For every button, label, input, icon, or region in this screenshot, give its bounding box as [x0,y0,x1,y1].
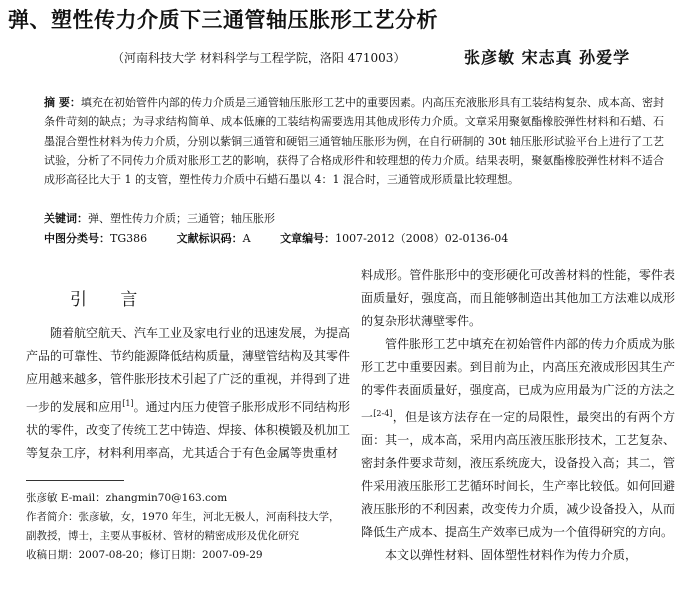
footnote-received: 收稿日期：2007-08-20；修订日期：2007-09-29 [26,549,263,561]
doc-code-label: 文献标识码： [176,232,243,245]
clc-value: TG386 [110,232,148,245]
right-paragraph-2 [361,333,675,544]
keywords [44,210,275,226]
affiliation: （河南科技大学 材料科学与工程学院，洛阳 471003） [112,51,406,65]
footnote-bio [26,508,346,546]
abstract-label: 摘 要： [44,96,81,109]
author-list: 张彦敏 宋志真 孙爱学 [464,48,631,67]
abstract-text: 填充在初始管件内部的传力介质是三通管轴压胀形工艺中的重要因素。内高压充液胀形具有工装结构复杂、成本高、密封条件苛刻的缺点；为寻求结构简单、成本低廉的工装结构需要选用其他成形传力介质。文章采用聚氨酯橡胶弹性材料和石蜡、石墨混合塑性材料为传力介质，分别以紫铜三通管和硬铝三通管轴压胀形为例，在自行研制的 30t 轴压胀形试验平台上进行了工艺试验，分析了不同传力介质对胀形工艺的影响，获得了合格成形件和较理想的传力介质。结果表明，聚氨酯橡胶弹性材料不适合成形高径比大于 1 的支管，塑性传力介质中石蜡石墨以 4：1 混合时，三通管成形质量比较理想。 [44,96,664,187]
right-text-1: 管件胀形工艺中填充在初始管件内部的传力介质成为胀形工艺中重要因素。到目前为止，内高压充液成形因其生产的零件表面质量好，强度高，已成为应用最为广泛的方法之一 [361,337,675,424]
article-no-value: 1007-2012（2008）02-0136-04 [335,232,509,245]
intro-text-1: 随着航空航天、汽车工业及家电行业的迅速发展，为提高产品的可靠性、节约能源降低结构质量，薄壁管结构及其零件应用越来越多，管件胀形技术引起了广泛的重视，并得到了进一步的发展和应用 [26,326,351,414]
keywords-label: 关键词： [44,212,88,225]
right-paragraph-3: 本文以弹性材料、固体塑性材料作为传力介质， [385,548,638,562]
right-column [361,264,675,567]
footnote-bio-text: 张彦敏，女，1970 年生，河北无极人，河南科技大学，副教授，博士，主要从事板材、管材的精密成形及优化研究 [26,511,340,542]
clc-label: 中图分类号： [44,232,110,245]
citation-ref: [1] [122,398,134,408]
citation-ref: [2-4] [373,409,393,418]
right-paragraph-1: 料成形。管件胀形中的变形硬化可改善材料的性能，零件表面质量好，强度高，而且能够制造出其他加工方法难以成形的复杂形状薄壁零件。 [361,268,675,328]
keywords-text: 弹、塑性传力介质；三通管；轴压胀形 [88,212,275,225]
intro-paragraph [26,322,350,465]
abstract [44,93,664,189]
section-title-introduction: 引 言 [70,290,152,310]
intro-text-2: 。通过内压力使管子胀形成形不同结构形状的零件，改变了传统工艺中铸造、焊接、体积模锻及机加工等复杂工序，材料利用率高，尤其适合于有色金属等贵重材 [26,399,351,461]
classification-meta [44,230,534,246]
doc-code-value: A [242,232,251,245]
article-no-label: 文章编号： [280,232,336,245]
footnote-contact: 张彦敏 E-mail：zhangmin70@163.com [26,492,228,504]
paper-title: 弹、塑性传力介质下三通管轴压胀形工艺分析 [8,8,438,32]
footnote-divider [26,480,124,481]
right-text-2: ，但是该方法存在一定的局限性，最突出的有两个方面：其一，成本高，采用内高压液压胀形技术，工艺复杂、密封条件要求苛刻，液压系统庞大，设备投入高；其二，管件采用液压胀形工艺循环时间长，生产率比较低。如何回避液压胀形的不利因素，改变传力介质，减少设备投入，从而降低生产成本、提高生产效率已成为一个值得研究的方向。 [361,410,675,539]
footnote-bio-label: 作者简介： [26,511,79,523]
footnote [26,489,346,565]
